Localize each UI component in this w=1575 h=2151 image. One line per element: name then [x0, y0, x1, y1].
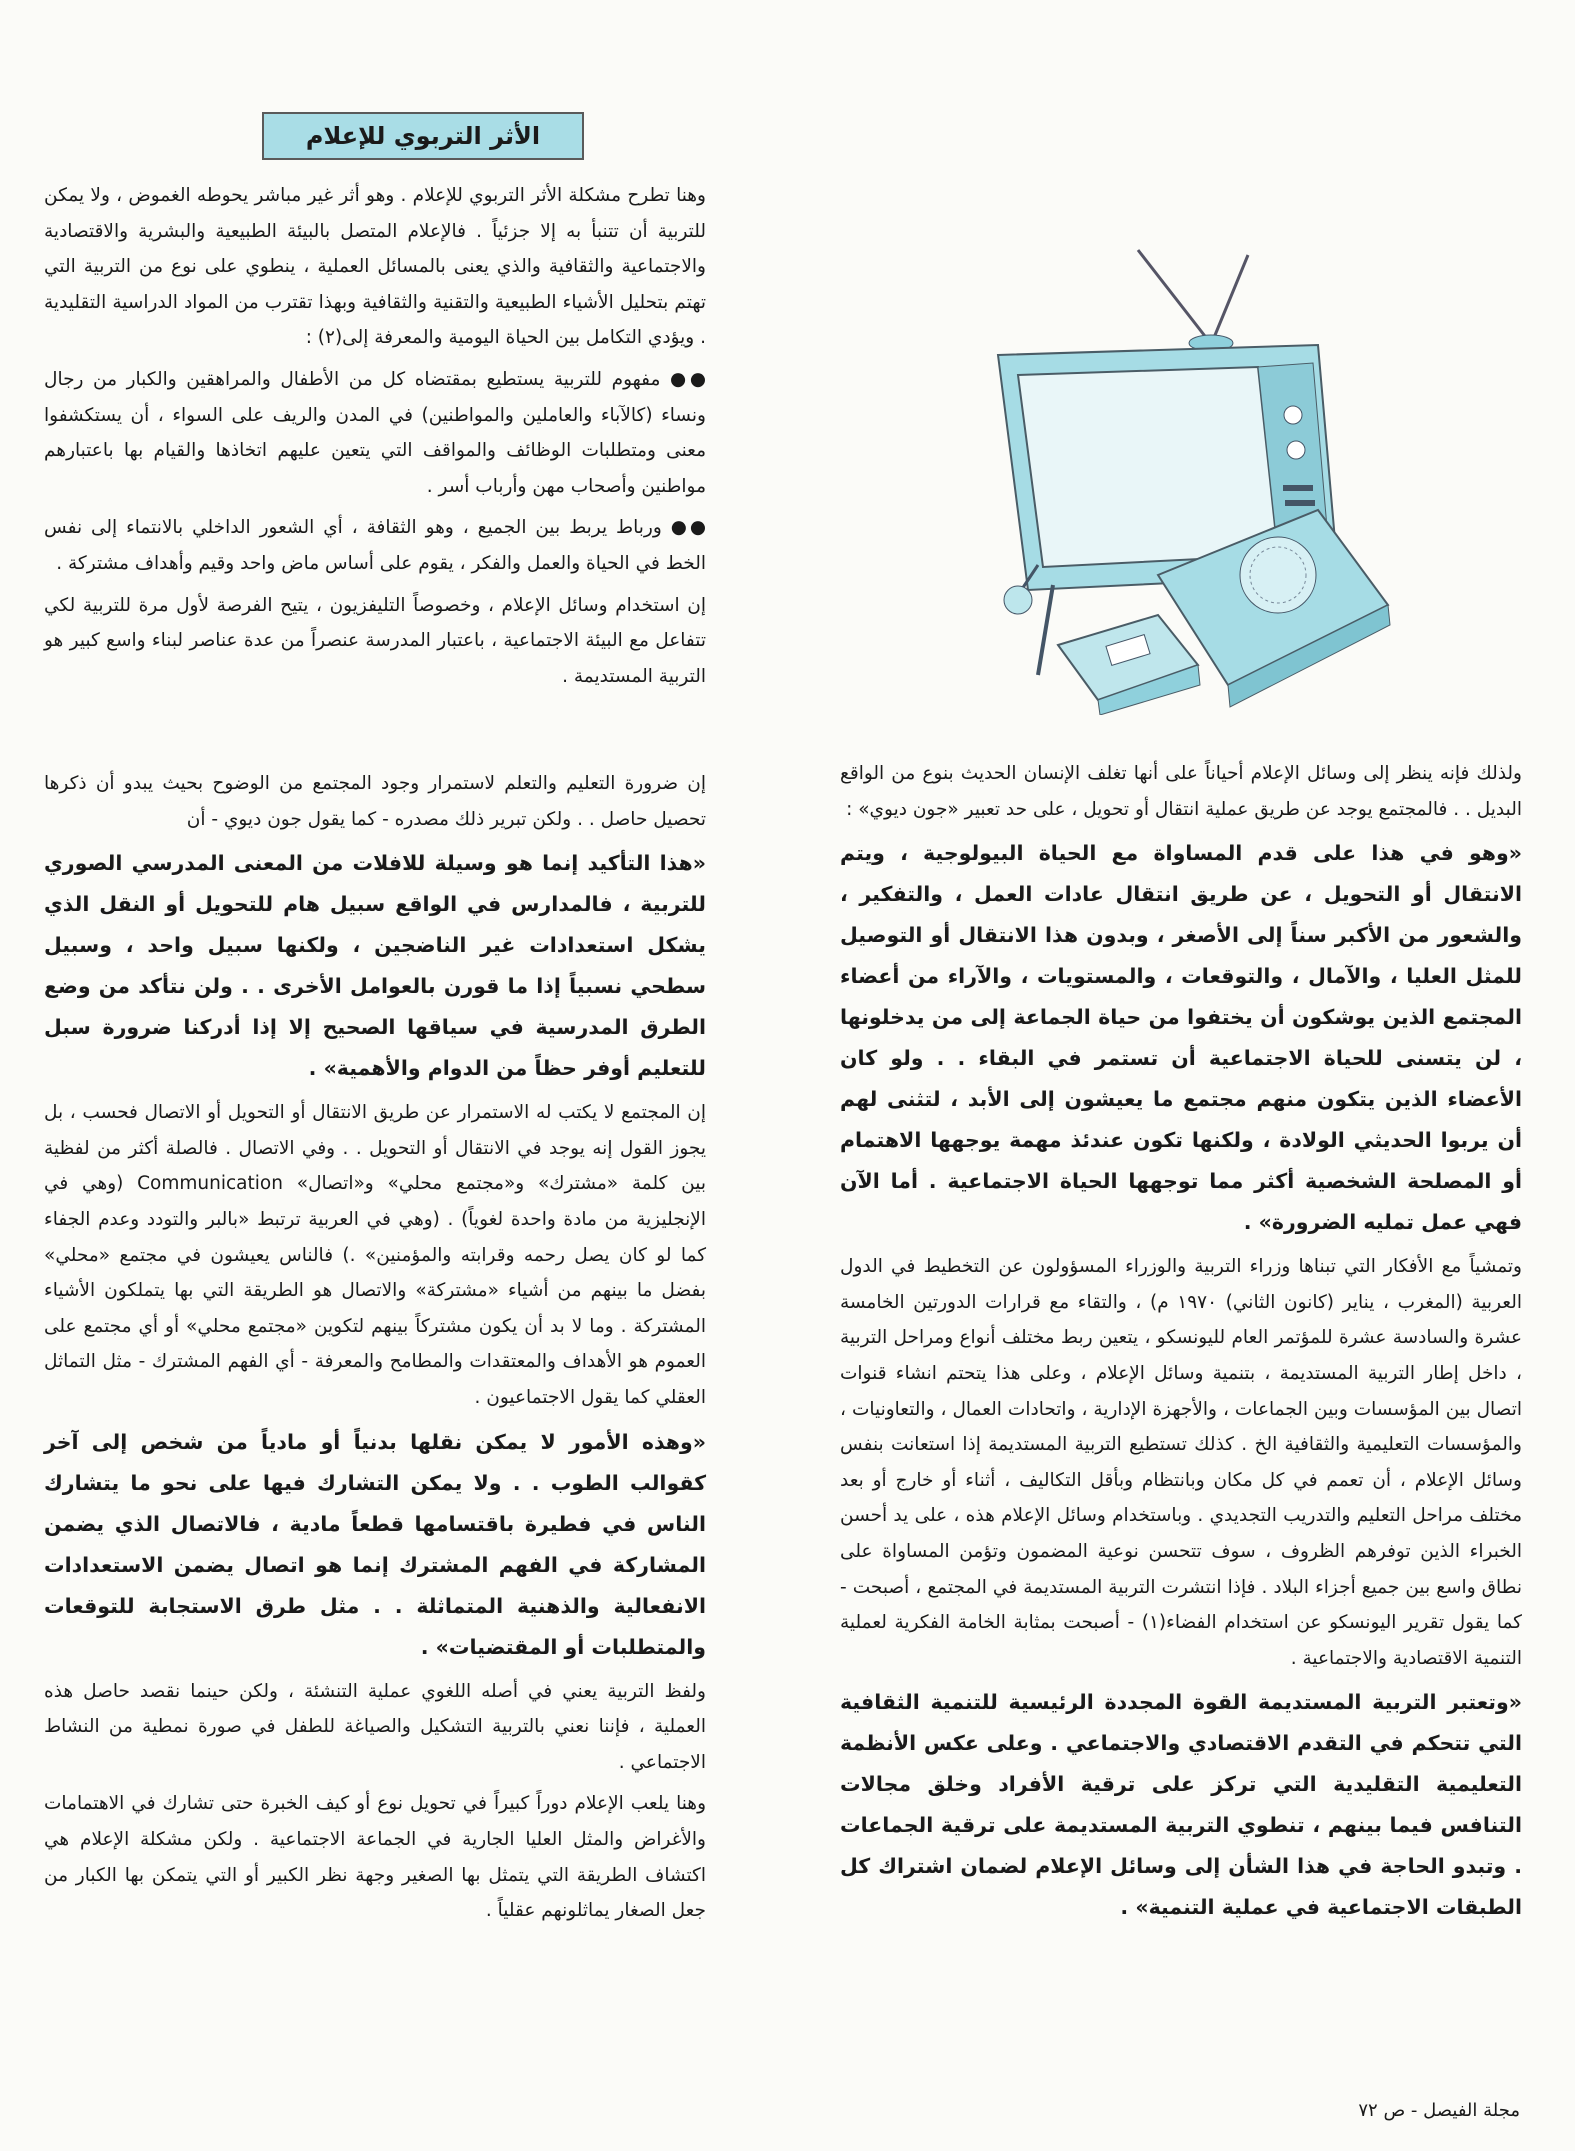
paragraph: إن المجتمع لا يكتب له الاستمرار عن طريق الانتقال أو التحويل أو الاتصال فحسب ، بل يجوز القول إنه يوجد في الانتقال أو التحويل . . وفي الاتصال . فالصلة أكثر من لفظية بين كلمة «مشترك» و«مجتمع محلي» و«اتصال» Communication (وهي في الإنجليزية من مادة واحدة لغوياً) . (وهي في العربية ترتبط «بالبر والتودد وعدم الجفاء كما لو كان يصل رحمه وقرابته والمؤمنين» .) فالناس يعيشون في مجتمع «محلي» بفضل ما بينهم من أشياء «مشتركة» والاتصال هو الطريقة التي بها يتملكون الأشياء المشتركة . وما لا بد أن يكون مشتركاً بينهم لتكوين «مجتمع محلي» أو أي مجتمع على العموم هو الأهداف والمعتقدات والمطامح والمعرفة - أي الفهم المشترك - مثل التماثل العقلي كما يقول الاجتماعيون . — [44, 1102, 706, 1408]
paragraph: ولذلك فإنه ينظر إلى وسائل الإعلام أحياناً على أنها تغلف الإنسان الحديث بنوع من الواقع البديل . . فالمجتمع يوجد عن طريق عملية انتقال أو تحويل ، على حد تعبير «جون ديوي» : — [840, 763, 1522, 820]
paragraph: وهنا يلعب الإعلام دوراً كبيراً في تحويل نوع أو كيف الخبرة حتى تشارك في الاهتمامات والأغراض والمثل العليا الجارية في الجماعة الاجتماعية . ولكن مشكلة الإعلام هي اكتشاف الطريقة التي يتمثل بها الصغير وجهة نظر الكبير أو التي يتمكن بها الكبار من جعل الصغار يماثلونهم عقلياً . — [44, 1793, 706, 1922]
column-upper-left — [44, 178, 706, 700]
paragraph: ولفظ التربية يعني في أصله اللغوي عملية التنشئة ، ولكن حينما نقصد حاصل هذه العملية ، فإننا نعني بالتربية التشكيل والصياغة للطفل في صورة نمطية من النشاط الاجتماعي . — [44, 1680, 706, 1773]
paragraph: ●● ورباط يربط بين الجميع ، وهو الثقافة ، أي الشعور الداخلي بالانتماء إلى نفس الخط في الحياة والعمل والفكر ، يقوم على أساس ماض واحد وقيم وأهداف مشتركة . — [44, 517, 706, 574]
column-right — [840, 756, 1522, 1934]
footer-text: مجلة الفيصل - ص ٧٢ — [1358, 2100, 1520, 2121]
section-title-text: الأثر التربوي للإعلام — [305, 122, 541, 150]
quote-paragraph: «وتعتبر التربية المستديمة القوة المجددة الرئيسية للتنمية الثقافية التي تتحكم في التقدم الاقتصادي والاجتماعي . وعلى عكس الأنظمة التعليمية التقليدية التي تركز على ترقية الأفراد وخلق مجالات التنافس فيما بينهم ، تنطوي التربية المستديمة على ترقية الجماعات . وتبدو الحاجة في هذا الشأن إلى وسائل الإعلام لضمان اشتراك كل الطبقات الاجتماعية في عملية التنمية» . — [840, 1690, 1522, 1920]
television-radio-illustration — [958, 245, 1398, 715]
section-title — [262, 112, 584, 160]
paragraph: وتمشياً مع الأفكار التي تبناها وزراء التربية والوزراء المسؤولون عن التخطيط في الدول العربية (المغرب ، يناير (كانون الثاني) ١٩٧٠ م) ، والتقاء مع قرارات الدورتين الخامسة عشرة والسادسة عشرة للمؤتمر العام لليونسكو ، يتعين ربط مختلف أنواع ومراحل التربية ، داخل إطار التربية المستديمة ، بتنمية وسائل الإعلام ، وعلى هذا يتحتم انشاء قنوات اتصال بين المؤسسات وبين الجماعات ، والأجهزة الإدارية ، واتحادات العمال ، والتعاونيات ، والمؤسسات التعليمية والثقافية الخ . كذلك تستطيع التربية المستديمة إذا استعانت بنفس وسائل الإعلام ، أن تعمم في كل مكان وبانتظام وبأقل التكاليف ، أثناء أو خارج أو بعد مختلف مراحل التعليم والتدريب التجديدي . وباستخدام وسائل الإعلام هذه ، على يد أحسن الخبراء الذين توفرهم الظروف ، سوف تتحسن نوعية المضمون وتؤمن المساواة على نطاق واسع بين جميع أجزاء البلاد . فإذا انتشرت التربية المستديمة في المجتمع ، أصبحت - كما يقول تقرير اليونسكو عن استخدام الفضاء(١) - أصبحت بمثابة الخامة الفكرية لعملية التنمية الاقتصادية والاجتماعية . — [840, 1256, 1522, 1669]
quote-paragraph: «هذا التأكيد إنما هو وسيلة للافلات من المعنى المدرسي الصوري للتربية ، فالمدارس في الواقع سبيل هام للتحويل أو النقل الذي يشكل استعدادات غير الناضجين ، ولكنها سبيل واحد ، وسبيل سطحي نسبياً إذا ما قورن بالعوامل الأخرى . . ولن نتأكد من وضع الطرق المدرسية في سياقها الصحيح إلا إذا أدركنا ضرورة سبل للتعليم أوفر حظاً من الدوام والأهمية» . — [44, 851, 706, 1081]
paragraph: وهنا تطرح مشكلة الأثر التربوي للإعلام . وهو أثر غير مباشر يحوطه الغموض ، ولا يمكن للتربية أن تتنبأ به إلا جزئياً . فالإعلام المتصل بالبيئة الطبيعية والبشرية والاقتصادية والاجتماعية والثقافية والذي يعنى بالمسائل العملية ، ينطوي على نوع من التربية التي تهتم بتحليل الأشياء الطبيعية والتقنية والثقافية وبهذا تقترب من المواد الدراسية التقليدية . ويؤدي التكامل بين الحياة اليومية والمعرفة إلى(٢) : — [44, 185, 706, 349]
paragraph: إن ضرورة التعليم والتعلم لاستمرار وجود المجتمع من الوضوح بحيث يبدو أن ذكرها تحصيل حاصل . . ولكن تبرير ذلك مصدره - كما يقول جون ديوي - أن — [44, 773, 706, 830]
paragraph: إن استخدام وسائل الإعلام ، وخصوصاً التليفزيون ، يتيح الفرصة لأول مرة للتربية لكي تتفاعل مع البيئة الاجتماعية ، باعتبار المدرسة عنصراً من عدة عناصر لبناء واسع كبير هو التربية المستديمة . — [44, 594, 706, 687]
quote-paragraph: «وهو في هذا على قدم المساواة مع الحياة البيولوجية ، ويتم الانتقال أو التحويل ، عن طريق انتقال عادات العمل ، والتفكير ، والشعور من الأكبر سناً إلى الأصغر ، وبدون هذا الانتقال أو التوصيل للمثل العليا ، والآمال ، والتوقعات ، والمستويات ، والآراء من أعضاء المجتمع الذين يوشكون أن يختفوا من حياة الجماعة إلى من يدخلونها ، لن يتسنى للحياة الاجتماعية أن تستمر في البقاء . . ولو كان الأعضاء الذين يتكون منهم مجتمع ما يعيشون إلى الأبد ، لتثنى لهم أن يربوا الحديثي الولادة ، ولكنها تكون عندئذ مهمة يوجهها الاهتمام أو المصلحة الشخصية أكثر مما توجهها الحياة الاجتماعية . أما الآن فهي عمل تمليه الضرورة» . — [840, 841, 1522, 1235]
page-footer — [1260, 2100, 1520, 2121]
paragraph: ●● مفهوم للتربية يستطيع بمقتضاه كل من الأطفال والمراهقين والكبار من رجال ونساء (كالآباء والعاملين والمواطنين) في المدن والريف على السواء ، أن يستكشفوا معنى ومتطلبات الوظائف والمواقف التي يتعين عليهم اتخاذها والقيام بها باعتبارهم مواطنين وأصحاب مهن وأرباب أسر . — [44, 368, 706, 497]
column-lower-left — [44, 766, 706, 1935]
quote-paragraph: «وهذه الأمور لا يمكن نقلها بدنياً أو مادياً من شخص إلى آخر كقوالب الطوب . . ولا يمكن التشارك فيها على نحو ما يتشارك الناس في فطيرة باقتسامها قطعاً مادية ، فالاتصال الذي يضمن المشاركة في الفهم المشترك إنما هو اتصال يضمن الاستعدادات الانفعالية والذهنية المتماثلة . . مثل طرق الاستجابة للتوقعات والمتطلبات أو المقتضيات» . — [44, 1429, 706, 1659]
